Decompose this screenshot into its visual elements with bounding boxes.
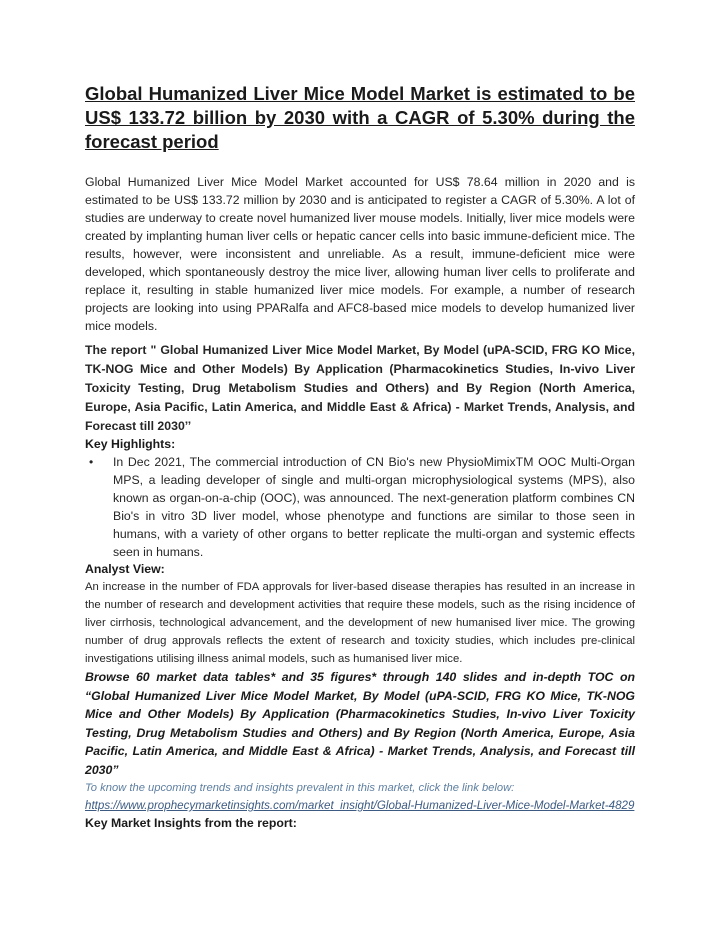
key-market-insights-heading: Key Market Insights from the report: (85, 816, 297, 830)
report-description: The report " Global Humanized Liver Mice Model Market, By Model (uPA-SCID, FRG KO Mice, TK-NOG Mice and Other Models) By Application (Pharmacokinetics Studies, In-vivo Liver Toxicity Testing, Drug Metabolism Studies and Others) and By Region (North America, Europe, Asia Pacific, Latin America, and Middle East & Africa) - Market Trends, Analysis, and Forecast till 2030’’ (85, 343, 635, 433)
report-link[interactable]: https://www.prophecymarketinsights.com/market_insight/Global-Humanized-Liver-Mice-Model-Market-4829 (85, 799, 635, 812)
intro-paragraph: Global Humanized Liver Mice Model Market accounted for US$ 78.64 million in 2020 and is estimated to be US$ 133.72 million by 2030 and is anticipated to register a CAGR of 5.30%. A lot of studies are underway to create novel humanized liver mouse models. Initially, liver mice models were created by implanting human liver cells or hepatic cancer cells into basic immune-deficient mice. The results, however, were inconsistent and unreliable. As a result, immune-deficient mice were developed, which spontaneously destroy the mice liver, allowing human liver cells to proliferate and replace it, resulting in stable humanized liver mice models. For example, a number of research projects are looking into using PPARalfa and AFC8-based mice models to develop humanized liver mice models. (85, 175, 635, 333)
document-page (85, 82, 635, 832)
analyst-view-heading: Analyst View: (85, 562, 165, 576)
link-note: To know the upcoming trends and insights prevalent in this market, click the link below: (85, 782, 515, 794)
key-highlights-heading: Key Highlights: (85, 437, 176, 451)
key-highlights-list (85, 453, 635, 561)
bullet-icon: • (89, 455, 94, 469)
highlight-text: In Dec 2021, The commercial introduction of CN Bio's new PhysioMimixTM OOC Multi-Organ MPS, a leading developer of single and multi-organ microphysiological systems (MPS), also known as organ-on-a-chip (OOC), was announced. The next-generation platform combines CN Bio's in vitro 3D liver model, whose phenotype and functions are similar to those seen in humans, with a variety of other organs to better replicate the multi-organ and systemic effects seen in humans. (113, 455, 635, 559)
analyst-view-text: An increase in the number of FDA approvals for liver-based disease therapies has resulted in an increase in the number of research and development activities that require these models, such as the rising incidence of liver cirrhosis, technological advancement, and the development of new humanised liver mice. The growing number of drug approvals reflects the extent of research and toxicity studies, which includes pre-clinical investigations utilising illness animal models, such as humanised liver mice. (85, 581, 635, 665)
list-item (85, 453, 635, 561)
page-title: Global Humanized Liver Mice Model Market is estimated to be US$ 133.72 billion by 2030 with a CAGR of 5.30% during the forecast period (85, 83, 635, 152)
browse-paragraph: Browse 60 market data tables* and 35 figures* through 140 slides and in-depth TOC on “Global Humanized Liver Mice Model Market, By Model (uPA-SCID, FRG KO Mice, TK-NOG Mice and Other Models) By Application (Pharmacokinetics Studies, In-vivo Liver Toxicity Testing, Drug Metabolism Studies and Others) and By Region (North America, Europe, Asia Pacific, Latin America, and Middle East & Africa) - Market Trends, Analysis, and Forecast till 2030” (85, 670, 635, 777)
